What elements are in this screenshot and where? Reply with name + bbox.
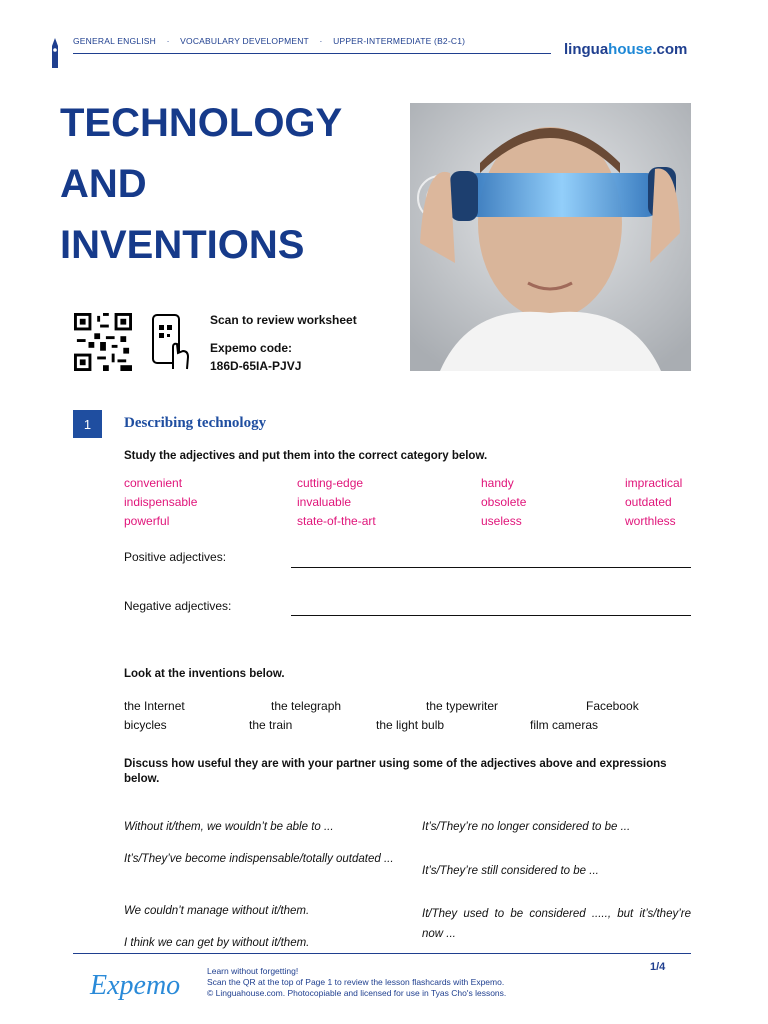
invention-item: the light bulb (376, 718, 445, 732)
adjective-word: indispensable (124, 495, 198, 509)
adjective-word: outdated (625, 495, 672, 509)
expemo-code-label: Expemo code: (210, 341, 293, 355)
breadcrumb-general-english: GENERAL ENGLISH (73, 36, 156, 46)
footer-copyright: © Linguahouse.com. Photocopiable and licensed for use in Tyas Cho's lessons. (207, 988, 507, 998)
qr-code-icon[interactable] (73, 313, 133, 371)
expression-item: Without it/them, we wouldn’t be able to ... (124, 821, 334, 833)
expemo-logo (88, 962, 188, 1006)
invention-item: the telegraph (271, 699, 342, 713)
expression-item: I think we can get by without it/them. (124, 937, 310, 949)
discuss-instruction: Discuss how useful they are with your partner using some of the adjectives above and expressions below. (124, 758, 667, 785)
invention-item: film cameras (530, 718, 599, 732)
page-number: 1/4 (650, 961, 666, 973)
phone-scan-icon (151, 313, 191, 371)
footer-divider (73, 953, 691, 954)
breadcrumb-vocabulary: VOCABULARY DEVELOPMENT (180, 36, 309, 46)
expression-item: It/They used to be considered ....., but it’s/they’re now ... (422, 908, 691, 940)
footer-tagline: Learn without forgetting! (207, 966, 299, 976)
positive-adjectives-label: Positive adjectives: (124, 550, 227, 564)
linguahouse-logo[interactable] (564, 41, 687, 58)
adjective-word: powerful (124, 514, 170, 528)
negative-adjectives-label: Negative adjectives: (124, 599, 232, 613)
invention-item: the typewriter (426, 699, 499, 713)
section-title: Describing technology (124, 415, 267, 431)
adjective-word: worthless (625, 514, 676, 528)
adjective-word: invaluable (297, 495, 352, 509)
adjective-word: impractical (625, 476, 683, 490)
invention-item: the train (249, 718, 293, 732)
brand-main: lingua (564, 41, 609, 58)
negative-answer-line[interactable] (291, 615, 691, 616)
page-title: TECHNOLOGY AND INVENTIONS (60, 101, 343, 267)
invention-item: the Internet (124, 699, 185, 713)
adjective-word: convenient (124, 476, 183, 490)
footer-notes (207, 966, 506, 999)
adjective-word: obsolete (481, 495, 527, 509)
big-ben-icon (50, 38, 60, 68)
breadcrumb-separator: · (166, 36, 170, 46)
footer-scan-note: Scan the QR at the top of Page 1 to review the lesson flashcards with Expemo. (207, 977, 505, 987)
breadcrumb-separator: · (319, 36, 323, 46)
adjective-word: handy (481, 476, 514, 490)
instruction-text: Study the adjectives and put them into the correct category below. (124, 450, 488, 462)
expression-item: It’s/They’re no longer considered to be ... (422, 821, 631, 833)
header-divider (73, 53, 551, 54)
expemo-code-value: 186D-65IA-PJVJ (210, 359, 302, 373)
breadcrumb-level: UPPER-INTERMEDIATE (B2-C1) (333, 36, 466, 46)
brand-accent: house (608, 41, 653, 58)
expression-item: It’s/They’re still considered to be ... (422, 865, 599, 877)
expression-item: It’s/They’ve become indispensable/totally outdated ... (124, 853, 394, 865)
scan-label: Scan to review worksheet (210, 313, 357, 327)
expemo-logo-text: Expemo (90, 970, 181, 1001)
adjective-word: state-of-the-art (297, 514, 376, 528)
positive-answer-line[interactable] (291, 567, 691, 568)
expression-item: We couldn’t manage without it/them. (124, 905, 310, 917)
breadcrumb (73, 36, 473, 46)
adjective-word: cutting-edge (297, 476, 364, 490)
invention-item: bicycles (124, 718, 167, 732)
inventions-instruction: Look at the inventions below. (124, 668, 285, 680)
section-number-badge: 1 (73, 410, 102, 438)
vr-headset-photo (410, 103, 691, 371)
brand-tld: .com (652, 41, 688, 58)
invention-item: Facebook (586, 699, 639, 713)
adjective-word: useless (481, 514, 522, 528)
